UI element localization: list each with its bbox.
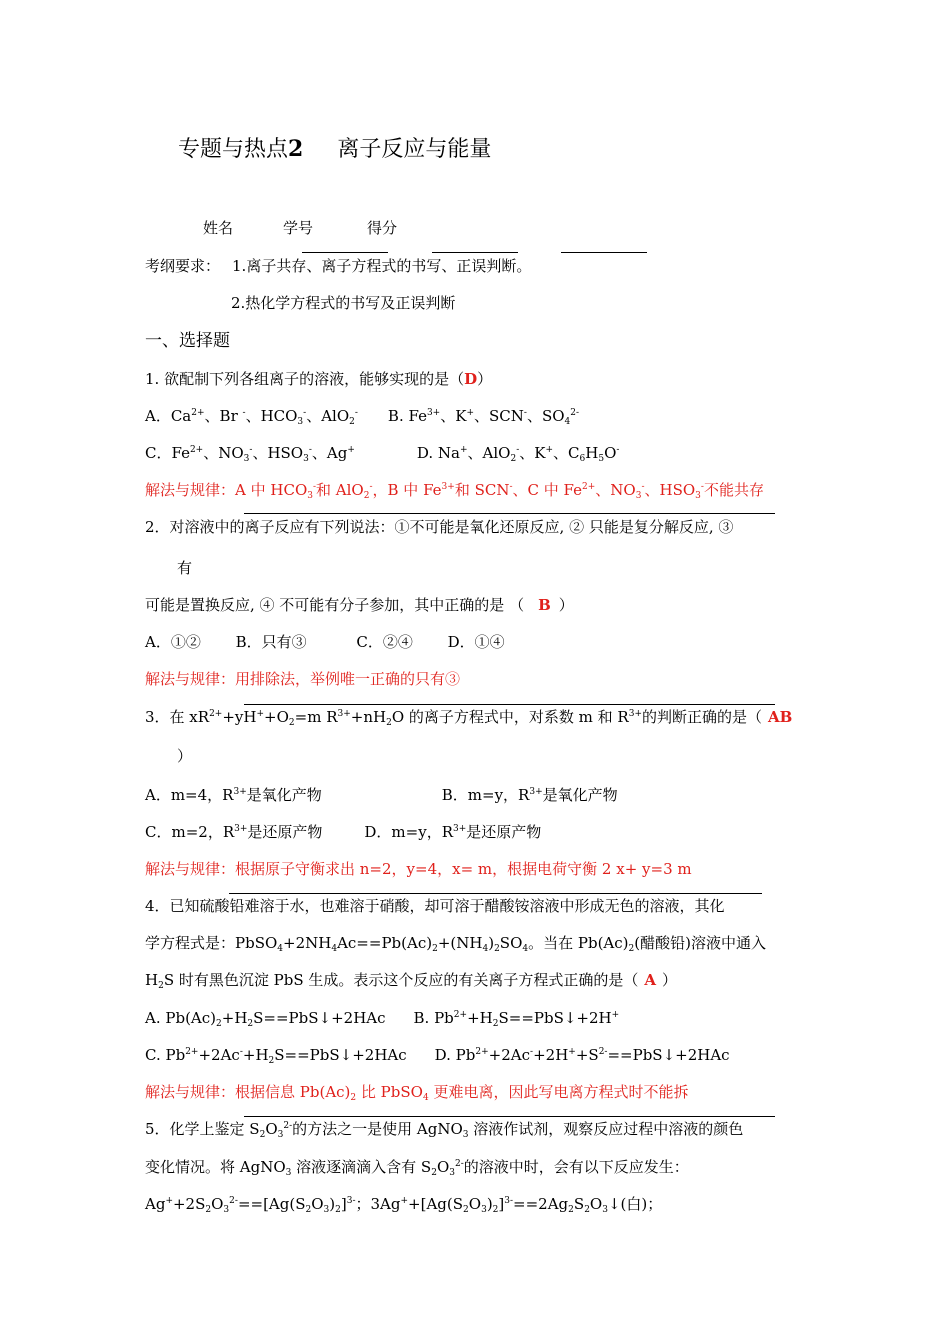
question-5-stem-line-2: 变化情况。将 AgNO$_3$ 溶液逐滴滴入含有 $S_2O_3^{2-}$的溶液中时，会有以下反应发生： [145,1158,689,1178]
question-1-options-cd: C．$Fe^{2+}$、$NO_3^-$、$HSO_3^-$、Ag+ D. Na+、AlO$_2$-、K+、$C_6H_5O^-$ [145,444,620,464]
question-3-options-ab: A．m=4，$R^{3+}$是氧化产物 B．m=y，$R^{3+}$是氧化产物 [145,786,618,804]
question-2-stem-line-2: 可能是置换反应, ④ 不可能有分子参加，其中正确的是 （ B ） [145,596,574,614]
question-3-stem: 3．在 $xR^{2+}+yH^++O_2=m$ $R^{3+}+nH_2O$ 的离子方程式中，对系数 m 和 $R^{3+}$的判断正确的是（ AB [145,708,793,728]
question-2-options: A．①② B．只有③ C．②④ D．①④ [145,633,505,651]
question-4-stem-line-1: 4．已知硫酸铅难溶于水，也难溶于硝酸，却可溶于醋酸铵溶液中形成无色的溶液，其化 [145,897,725,915]
question-4-stem-line-3: $H_2S$ 时有黑色沉淀 PbS 生成。表示这个反应的有关离子方程式正确的是（ A ） [145,971,678,991]
explanation-rule-3 [229,893,762,894]
question-3-options-cd: C．m=2，$R^{3+}$是还原产物 D．m=y，$R^{3+}$是还原产物 [145,823,542,841]
question-4-explanation: 解法与规律：根据信息 $Pb(Ac)_2$ 比 PbSO$_4$ 更难电离，因此写电离方程式时不能拆 [145,1083,689,1103]
question-3-answer: AB [768,708,793,726]
requirement-item-2: 2.热化学方程式的书写及正误判断 [231,294,456,312]
question-1-stem: 1. 欲配制下列各组离子的溶液，能够实现的是（D） [145,370,493,388]
name-underline [302,252,388,253]
title-prefix: 专题与热点 [178,137,289,162]
page-title [178,134,491,165]
question-4-stem-line-2: 学方程式是：$PbSO_4+2NH_4Ac==Pb(Ac)_2+(NH_4)_2SO_4$。当在 $Pb(Ac)_2$(醋酸铅)溶液中通入 [145,934,766,954]
student-id-label: 学号 [283,219,314,237]
question-4-options-cd: C. $Pb^{2+}+2Ac^-+H_2S==PbS↓+2HAc$ D. $Pb^{2+}+2Ac^-+2H^++S^{2-}==PbS↓+2HAc$ [145,1046,730,1066]
question-4-answer: A [644,971,657,989]
question-2-explanation: 解法与规律：用排除法，举例唯一正确的只有③ [145,670,461,688]
question-5-reactions: $Ag^++2S_2O_3^{2-}==[Ag(S_2O_3)_2]^{3-}$；$3Ag^++[Ag(S_2O_3)_2]^{3-}==2Ag_2S_2O_3↓$(白)； [145,1195,663,1215]
title-number: 2 [288,136,304,162]
question-2-stem-wrap: 有 [177,559,193,577]
section-title: 一、选择题 [145,331,230,351]
requirements-label: 考纲要求： [145,257,221,275]
name-label: 姓名 [203,219,234,237]
explanation-rule-4 [244,1116,775,1117]
question-3-explanation: 解法与规律：根据原子守衡求出 n=2，y=4，x= m，根据电荷守衡 2 x+ y=3 m [145,860,692,878]
question-1-answer: D [464,370,478,388]
question-2-answer: B [538,596,551,614]
explanation-rule-2 [244,704,775,705]
question-2-stem-line-1: 2．对溶液中的离子反应有下列说法：①不可能是氧化还原反应, ② 只能是复分解反应, ③ [145,518,734,536]
student-id-underline [432,252,518,253]
title-topic: 离子反应与能量 [337,137,492,162]
question-4-options-ab: A. $Pb(Ac)_2+H_2S==PbS↓+2HAc$ B. $Pb^{2+}+H_2S==PbS↓+2H^+$ [145,1009,620,1029]
requirement-item-1: 1.离子共存、离子方程式的书写、正误判断。 [232,257,532,275]
question-3-stem-close: ） [177,747,193,765]
score-underline [561,252,647,253]
question-1-options-ab: A．$Ca^{2+}$、Br -、$HCO_3^-$、AlO$_2$- B. $Fe^{3+}$、K+、SCN-、$SO_4^{2-}$ [145,407,580,427]
explanation-rule-1 [244,513,775,514]
score-label: 得分 [367,219,398,237]
question-5-stem-line-1: 5．化学上鉴定 $S_2O_3^{2-}$的方法之一是使用 AgNO$_3$ 溶液作试剂，观察反应过程中溶液的颜色 [145,1120,744,1140]
question-1-explanation: 解法与规律：A 中 $HCO_3^-$和 AlO$_2$-，B 中 $Fe^{3+}$和 SCN-、C 中 $Fe^{2+}$、$NO_3^-$、$HSO_3^-$不能共存 [145,481,764,501]
requirements-line-1 [145,256,531,276]
